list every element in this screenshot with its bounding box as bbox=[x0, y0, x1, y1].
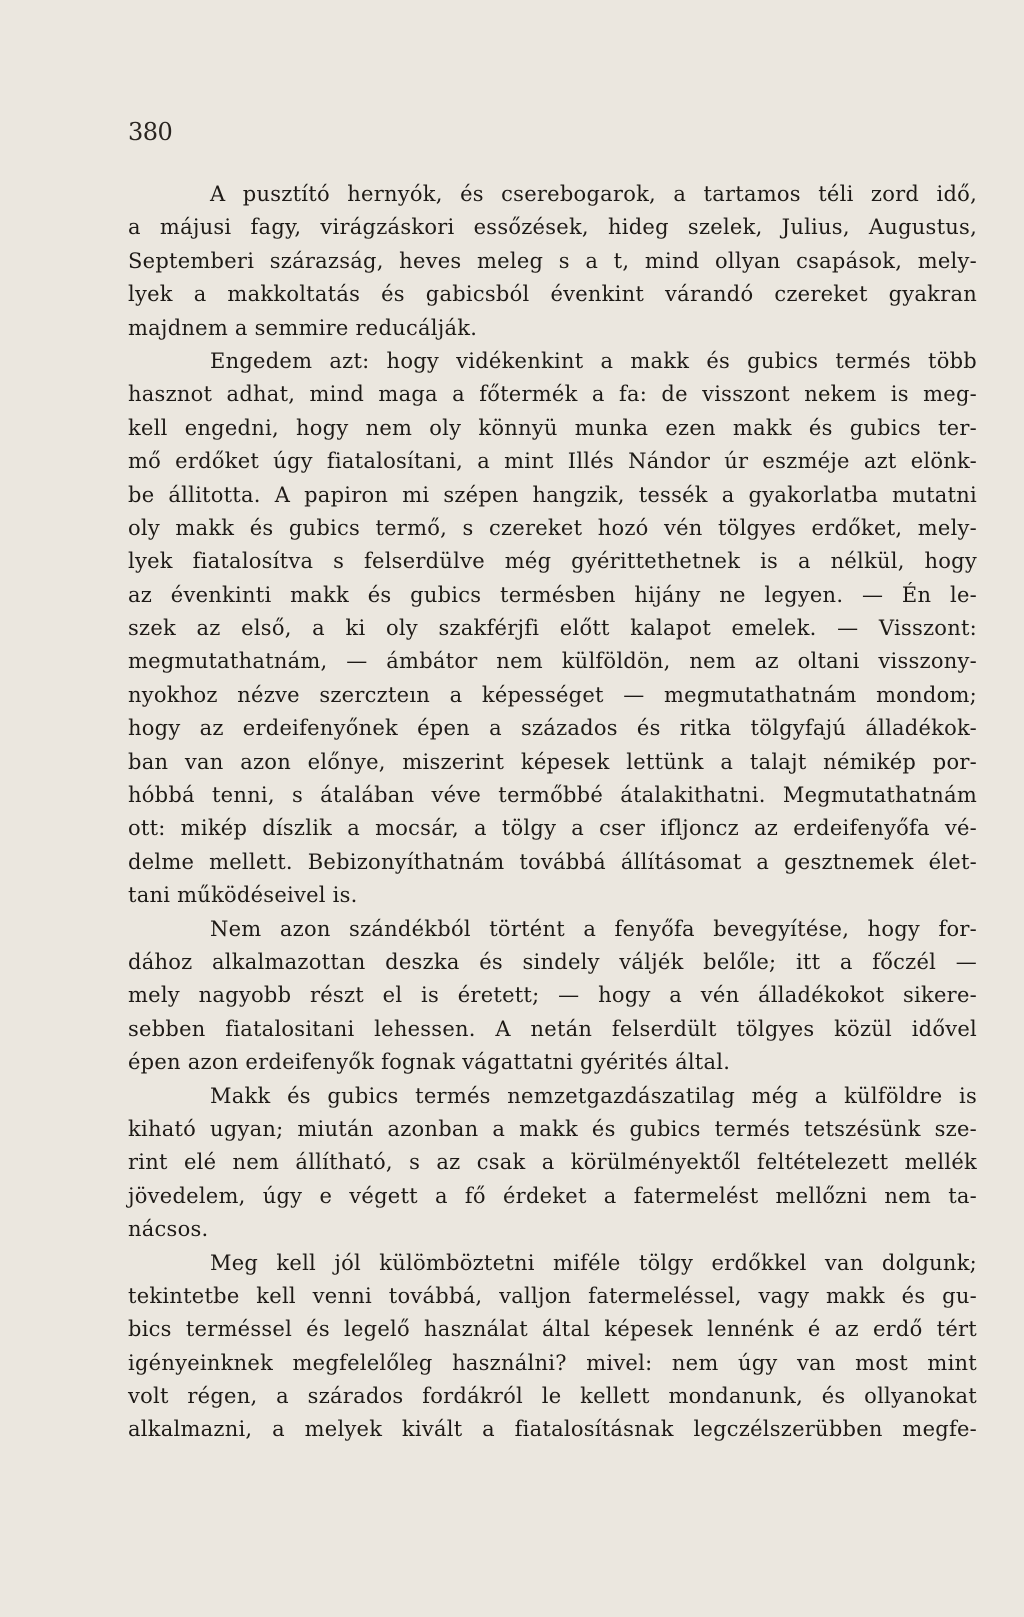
text-line: delme mellett. Bebizonyíthatnám továbbá állításomat a gesztnemek élet- bbox=[128, 849, 977, 874]
text-line: Nem azon szándékból történt a fenyőfa bevegyítése, hogy for- bbox=[210, 916, 977, 941]
text-line: tani működéseivel is. bbox=[128, 883, 358, 908]
page-number: 380 bbox=[128, 118, 173, 146]
text-line: kiható ugyan; miután azonban a makk és gubics termés tetszésünk sze- bbox=[128, 1116, 977, 1141]
text-line: ott: mikép díszlik a mocsár, a tölgy a cser ifljoncz az erdeifenyőfa vé- bbox=[128, 816, 977, 841]
text-line: be állitotta. A papiron mi szépen hangzik, tessék a gyakorlatba mutatni bbox=[128, 482, 977, 507]
text-line: hóbbá tenni, s átalában véve termőbbé átalakithatni. Megmutathatnám bbox=[128, 783, 977, 808]
text-line: szek az első, a ki oly szakférjfi előtt kalapot emelek. — Visszont: bbox=[128, 616, 977, 641]
text-line: nyokhoz nézve szerczteın a képességet — megmutathatnám mondom; bbox=[128, 682, 977, 707]
text-line: a májusi fagy, virágzáskori essőzések, hideg szelek, Julius, Augustus, bbox=[128, 215, 977, 240]
text-line: bics terméssel és legelő használat által képesek lennénk é az erdő tért bbox=[128, 1317, 977, 1342]
text-line: Meg kell jól külömböztetni miféle tölgy erdőkkel van dolgunk; bbox=[210, 1250, 977, 1275]
text-line: Septemberi szárazság, heves meleg s a t, mind ollyan csapások, mely- bbox=[128, 248, 977, 273]
text-line: alkalmazni, a melyek kivált a fiatalosításnak legczélszerübben megfe- bbox=[128, 1417, 977, 1442]
text-line: ban van azon előnye, miszerint képesek lettünk a talajt némikép por- bbox=[128, 749, 977, 774]
text-line: tekintetbe kell venni továbbá, valljon fatermeléssel, vagy makk és gu- bbox=[128, 1283, 977, 1308]
text-line: megmutathatnám, — ámbátor nem külföldön, nem az oltani visszony- bbox=[128, 649, 977, 674]
text-line: jövedelem, úgy e végett a fő érdeket a fatermelést mellőzni nem ta- bbox=[128, 1183, 977, 1208]
text-line: Engedem azt: hogy vidékenkint a makk és gubics termés több bbox=[210, 348, 977, 373]
text-line: dához alkalmazottan deszka és sindely váljék belőle; itt a főczél — bbox=[128, 949, 977, 974]
text-line: A pusztító hernyók, és cserebogarok, a tartamos téli zord idő, bbox=[210, 182, 977, 206]
text-line: épen azon erdeifenyők fognak vágattatni gyérités által. bbox=[128, 1050, 731, 1075]
text-line: lyek fiatalosítva s felserdülve még gyérittethetnek is a nélkül, hogy bbox=[128, 549, 977, 574]
text-line: mő erdőket úgy fiatalosítani, a mint Illés Nándor úr eszméje azt elönk- bbox=[128, 449, 977, 474]
text-line: hasznot adhat, mind maga a főtermék a fa: de visszont nekem is meg- bbox=[128, 382, 977, 407]
text-line: hogy az erdeifenyőnek épen a százados és ritka tölgyfajú álladékok- bbox=[128, 716, 977, 741]
text-line: majdnem a semmire reducálják. bbox=[128, 315, 478, 340]
text-line: igényeinknek megfelelőleg használni? mivel: nem úgy van most mint bbox=[128, 1350, 977, 1375]
text-line: sebben fiatalositani lehessen. A netán felserdült tölgyes közül idővel bbox=[128, 1016, 977, 1041]
text-line: nácsos. bbox=[128, 1217, 209, 1242]
text-line: rint elé nem állítható, s az csak a körülményektől feltételezett mellék bbox=[128, 1150, 977, 1175]
text-line: kell engedni, hogy nem oly könnyü munka ezen makk és gubics ter- bbox=[128, 415, 977, 440]
text-line: volt régen, a szárados fordákról le kellett mondanunk, és ollyanokat bbox=[128, 1384, 977, 1409]
text-line: az évenkinti makk és gubics termésben hijány ne legyen. — Én le- bbox=[128, 582, 977, 607]
text-line: lyek a makkoltatás és gabicsból évenkint várandó czereket gyakran bbox=[128, 282, 977, 307]
body-text bbox=[128, 178, 977, 1447]
text-line: mely nagyobb részt el is éretett; — hogy a vén álladékokot sikere- bbox=[128, 983, 977, 1008]
text-line: Makk és gubics termés nemzetgazdászatilag még a külföldre is bbox=[210, 1083, 977, 1108]
text-line: oly makk és gubics termő, s czereket hozó vén tölgyes erdőket, mely- bbox=[128, 515, 977, 540]
